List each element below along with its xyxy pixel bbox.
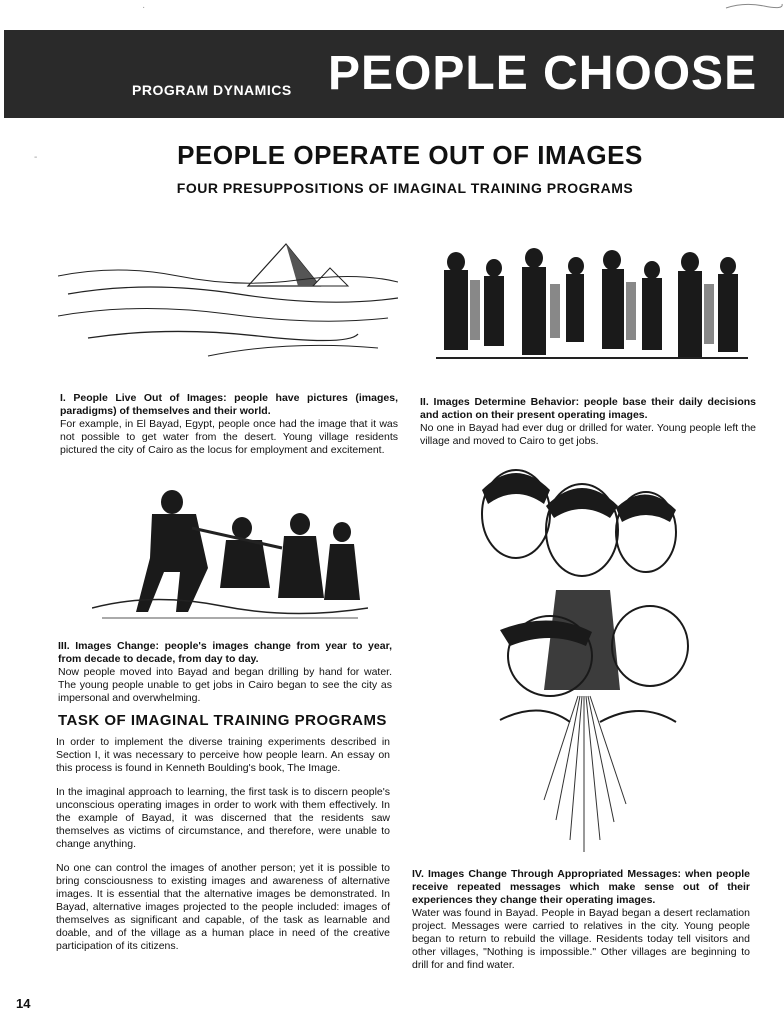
task-heading: TASK OF IMAGINAL TRAINING PROGRAMS xyxy=(58,712,387,729)
section-four xyxy=(412,868,750,972)
section-one-body: For example, in El Bayad, Egypt, people once had the image that it was not possible to get water from the desert. Young village residents pictured the city of Cairo as the locus for employment and excitement. xyxy=(60,418,398,456)
section-three-body: Now people moved into Bayad and began drilling by hand for water. The young people unable to get jobs in Cairo began to see the city as impersonal and overwhelming. xyxy=(58,666,392,704)
task-paragraph-3: No one can control the images of another person; yet it is possible to bring consciousness to existing images and awareness of alternative images. It is essential that the alternative images be demonstrated. In Bayad, alternative images projected to the people included: images of themselves as significant and capable, of the task as learnable and doable, and of the village as a human place in need of the creative participation of its citizens. xyxy=(56,862,390,952)
page-number: 14 xyxy=(16,996,31,1011)
corner-scribble xyxy=(724,0,784,12)
page-subtitle: FOUR PRESUPPOSITIONS OF IMAGINAL TRAINING PROGRAMS xyxy=(176,180,634,196)
section-one-heading: I. People Live Out of Images: people have pictures (images, paradigms) of themselves and their world. xyxy=(60,392,398,417)
drilling-illustration xyxy=(92,488,368,622)
section-two-body: No one in Bayad had ever dug or drilled for water. Young people left the village and moved to Cairo to get jobs. xyxy=(420,422,756,447)
scan-mark: - xyxy=(34,152,38,163)
section-three xyxy=(58,640,392,705)
section-three-heading: III. Images Change: people's images change from year to year, from decade to decade, from day to day. xyxy=(58,640,392,665)
pyramid-illustration xyxy=(58,236,398,360)
section-four-body: Water was found in Bayad. People in Bayad began a desert reclamation project. Messages were carried to relatives in the city. Young people began to return to rebuild the village. Residents today tell visitors and other villages, "Nothing is impossible." Other villages are beginning to drill for and find water. xyxy=(412,907,750,971)
task-paragraph-1: In order to implement the diverse training experiments described in Section I, it was necessary to perceive how people learn. An essay on this process is found in Kenneth Boulding's book, The Image. xyxy=(56,736,390,774)
water-faces-illustration xyxy=(460,460,704,864)
section-four-heading: IV. Images Change Through Appropriated Messages: when people receive repeated messages which make sense out of their experiences they change their operating images. xyxy=(412,868,750,906)
scan-mark: · xyxy=(142,2,146,13)
header-title: PEOPLE CHOOSE xyxy=(328,47,758,100)
section-one xyxy=(60,392,398,457)
section-label: PROGRAM DYNAMICS xyxy=(132,82,292,98)
task-text xyxy=(56,736,390,953)
section-two xyxy=(420,396,756,448)
section-two-heading: II. Images Determine Behavior: people base their daily decisions and action on their present operating images. xyxy=(420,396,756,421)
task-paragraph-2: In the imaginal approach to learning, the first task is to discern people's unconscious operating images in order to work with them effectively. In the example of Bayad, it was discerned that the residents saw themselves as victims of circumstance, and therefore, were unable to change anything. xyxy=(56,786,390,850)
page-title: PEOPLE OPERATE OUT OF IMAGES xyxy=(177,140,643,170)
crowd-illustration xyxy=(436,240,748,368)
